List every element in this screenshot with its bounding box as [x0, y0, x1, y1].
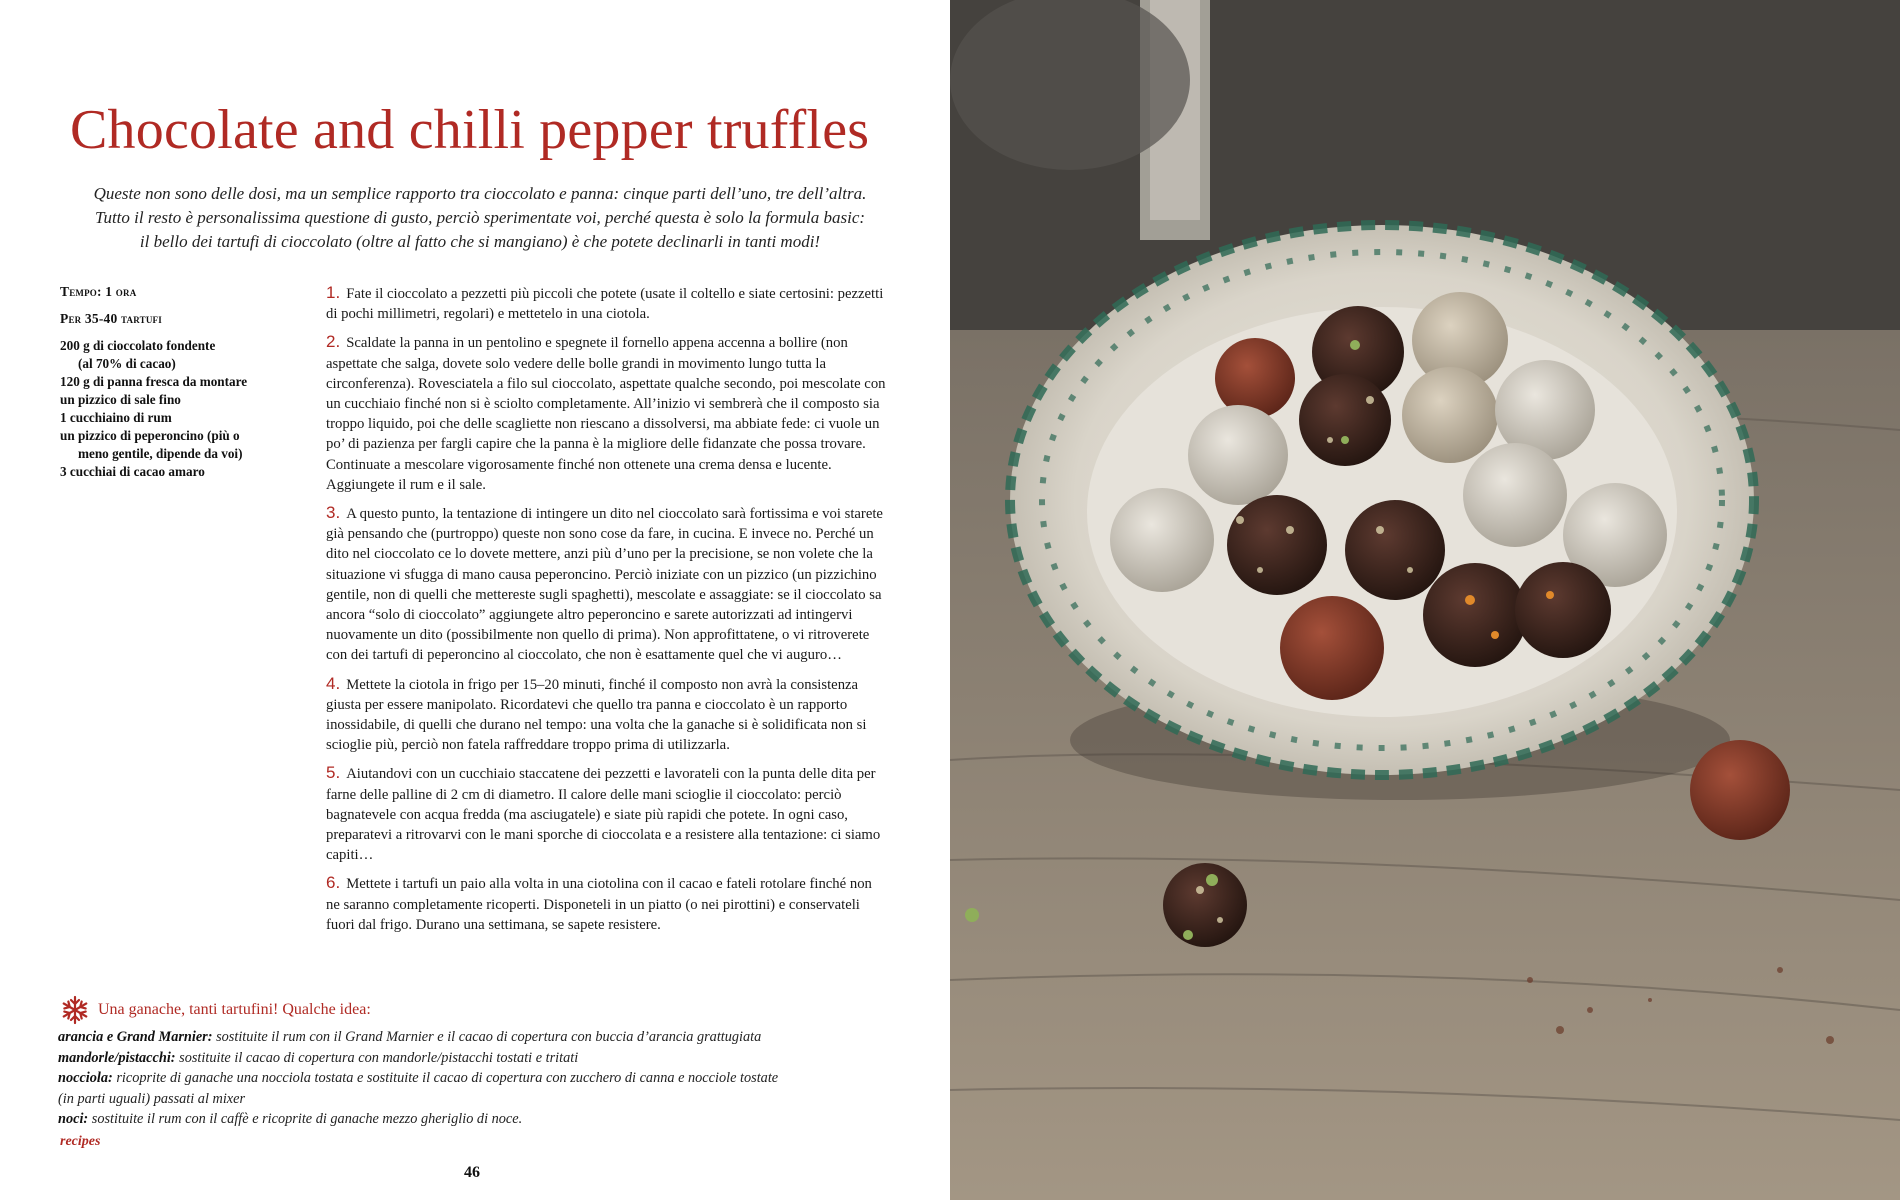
snowflake-icon	[60, 995, 90, 1025]
variations-title: Una ganache, tanti tartufini! Qualche idea:	[98, 1000, 371, 1018]
variation-item: nocciola: ricoprite di ganache una nocciola tostata e sostituite il cacao di copertura con zucchero di canna e nocciole tostate (in parti uguali) passati al mixer	[58, 1070, 779, 1107]
step-number: 6.	[326, 873, 341, 893]
ingredient-item: un pizzico di peperoncino (più o meno gentile, dipende da voi)	[60, 428, 243, 461]
recipe-title: Chocolate and chilli pepper truffles	[70, 99, 870, 161]
ingredient-item: 1 cucchiaino di rum	[60, 410, 172, 425]
step-6: 6. Mettete i tartufi un paio alla volta in una ciotolina con il cacao e fateli rotolare finché non ne saranno completamente ricoperti. Disponeteli in un piatto (o nei pirottini) e conservateli fuori dal frigo. Durano una settimana, se sapete resistere.	[326, 873, 872, 933]
ingredient-list	[60, 337, 290, 481]
step-number: 5.	[326, 763, 341, 783]
variations-box	[58, 995, 908, 1130]
step-5: 5. Aiutandovi con un cucchiaio staccatene dei pezzetti e lavorateli con la punta delle dita per farne delle palline di 2 cm di diametro. Il calore delle mani scioglie il cioccolato: perciò bagnatevele con acqua fredda (ma asciugatele) e siate più rapidi che potete. In ogni caso, preparatevi a ritrovarvi con le mani sporche di cioccolata e a resistere alla tentazione: ci siamo capiti…	[326, 763, 881, 864]
section-label: recipes	[60, 1134, 101, 1149]
prep-time: Tempo: 1 ora	[60, 284, 137, 299]
recipe-intro	[70, 182, 890, 254]
photo-illustration	[950, 0, 1900, 1200]
intro-line: il bello dei tartufi di cioccolato (oltre al fatto che si mangiano) è che potete declinarli in tanti modi!	[139, 232, 821, 251]
ingredient-item: 3 cucchiai di cacao amaro	[60, 464, 205, 479]
step-number: 4.	[326, 673, 341, 693]
ingredient-item: un pizzico di sale fino	[60, 392, 181, 407]
yield: Per 35-40 tartufi	[60, 311, 162, 326]
step-1: 1. Fate il cioccolato a pezzetti più piccoli che potete (usate il coltello e siate certosini: pezzetti di pochi millimetri, regolari) e mettetelo in una ciotola.	[326, 283, 884, 323]
variation-item: noci: sostituite il rum con il caffè e ricoprite di ganache mezzo gheriglio di noce.	[58, 1111, 523, 1127]
ingredients-sidebar	[60, 283, 290, 481]
step-number: 2.	[326, 332, 341, 352]
intro-line: Tutto il resto è personalissima questione di gusto, perciò sperimentate voi, perché questa è solo la formula basic:	[94, 208, 866, 227]
step-4: 4. Mettete la ciotola in frigo per 15–20 minuti, finché il composto non avrà la consistenza giusta per essere manipolato. Ricordatevi che quello tra panna e cioccolato è un rapporto inossidabile, di quelli che durano nel tempo: una volta che la ganache si è solidificata non si scioglie più, perciò non fatela raffreddare troppo prima di utilizzarla.	[326, 673, 867, 754]
variation-item: arancia e Grand Marnier: sostituite il rum con il Grand Marnier e il cacao di copertura con buccia d’arancia grattugiata	[58, 1029, 762, 1045]
ingredient-item: 200 g di cioccolato fondente (al 70% di cacao)	[60, 338, 216, 371]
variation-item: mandorle/pistacchi: sostituite il cacao di copertura con mandorle/pistacchi tostati e tritati	[58, 1049, 579, 1066]
intro-line: Queste non sono delle dosi, ma un semplice rapporto tra cioccolato e panna: cinque parti dell’uno, tre dell’altra.	[93, 184, 867, 203]
recipe-steps	[326, 283, 886, 943]
step-3: 3. A questo punto, la tentazione di intingere un dito nel cioccolato sarà fortissima e voi starete già pensando che (purtroppo) queste non sono cose da fare, in cucina. E invece no. Perché un dito nel cioccolato ce lo dovete mettere, anzi più d’uno per la precisione, se non volete che la situazione vi sfugga di mano causa peperoncino. Perciò iniziate con un pizzico (un pizzichino gentile, non di quelli che mettereste sugli spaghetti), mescolate e assaggiate: se il cioccolato sa ancora “solo di cioccolato” aggiungete altro peperoncino e sarete autorizzati ad intingervi nuovamente un dito (possibilmente non quello di prima). Non approfittatene, o vi ritroverete con dei tartufi di peperoncino al cioccolato, che non è esattamente quel che vi auguro…	[326, 503, 883, 664]
step-2: 2. Scaldate la panna in un pentolino e spegnete il fornello appena accenna a bollire (non aspettate che salga, dovete solo vedere delle bolle grandi in movimento lungo tutta la circonferenza). Rovesciatela a filo sul cioccolato, aspettate qualche secondo, poi mescolate con un cucchiaio finché non si è sciolto completamente. All’inizio vi sembrerà che il composto sia troppo liquido, poi che delle scagliette non riescano a dissolversi, ma abbiate fede: ci vuole un po’ di pazienza per fargli capire che la panna è la migliore delle fidanzate che possa trovare. Continuate a mescolare vigorosamente finché non ottenete una crema densa e lucente. Aggiungete il rum e il sale.	[326, 332, 886, 493]
truffles-photo	[950, 0, 1900, 1200]
page-number: 46	[464, 1164, 480, 1181]
variations-heading	[60, 995, 908, 1025]
step-number: 1.	[326, 283, 341, 302]
step-number: 3.	[326, 503, 341, 523]
ingredient-item: 120 g di panna fresca da montare	[60, 374, 248, 389]
